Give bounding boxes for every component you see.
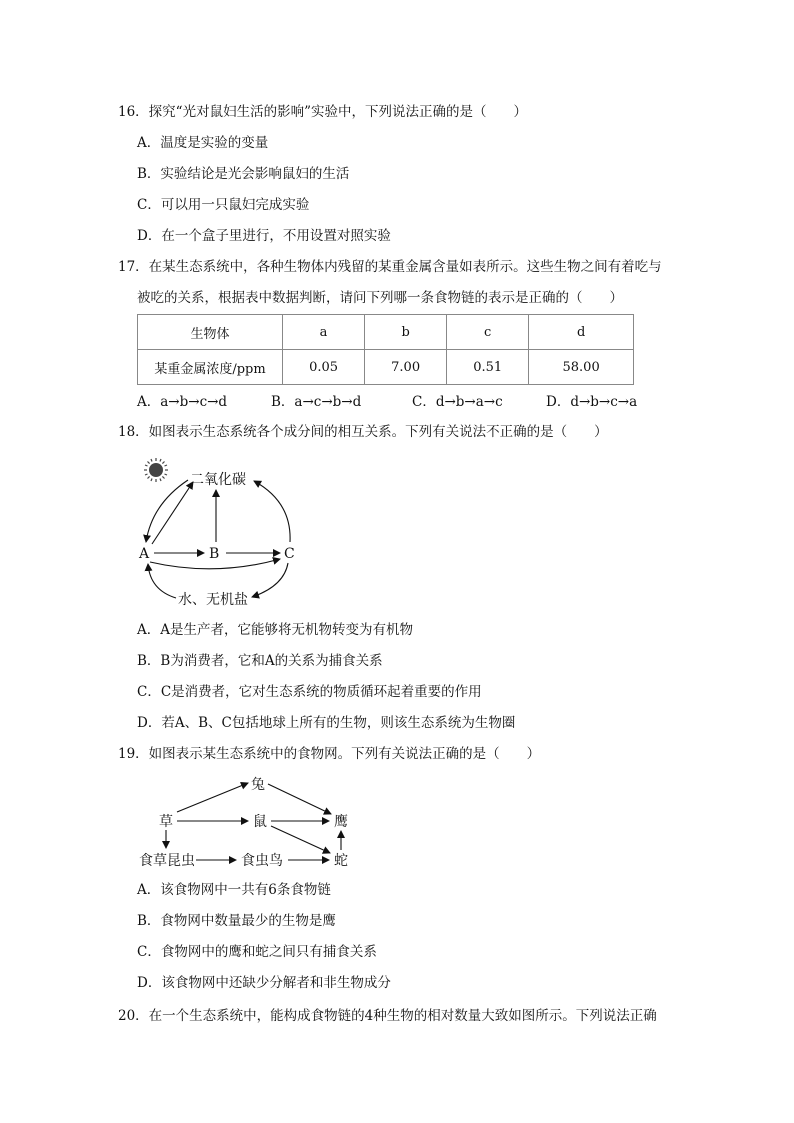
q19-option-a[interactable]: A．该食物网中一共有6条食物链 xyxy=(137,882,331,898)
table-header-row xyxy=(138,315,634,350)
arrow-c-to-water xyxy=(252,563,288,597)
q17-option-d[interactable]: D．d→b→c→a xyxy=(546,394,638,410)
web-label-bird: 食虫鸟 xyxy=(241,853,283,869)
q16-option-b[interactable]: B．实验结论是光会影响鼠妇的生活 xyxy=(137,166,350,182)
table-row xyxy=(138,350,634,385)
arrow-grass-to-rabbit xyxy=(177,783,248,812)
food-web-diagram xyxy=(130,770,370,875)
diagram-label-b: B xyxy=(209,546,220,562)
diagram-label-co2: 二氧化碳 xyxy=(190,472,246,488)
table-cell: 0.05 xyxy=(283,350,365,385)
arrow-water-to-a xyxy=(148,564,176,598)
arrow-c-to-co2 xyxy=(254,481,290,542)
q17-stem-line2: 被吃的关系，根据表中数据判断，请问下列哪一条食物链的表示是正确的（ ） xyxy=(137,290,623,306)
q17-stem-line1: 17．在某生态系统中，各种生物体内残留的某重金属含量如表所示。这些生物之间有着吃与 xyxy=(118,259,662,275)
q16-option-a[interactable]: A．温度是实验的变量 xyxy=(137,135,269,151)
table-cell: 7.00 xyxy=(365,350,447,385)
table-header-cell: a xyxy=(283,315,365,350)
q16-option-d[interactable]: D．在一个盒子里进行，不用设置对照实验 xyxy=(137,228,391,244)
table-header-cell: d xyxy=(529,315,634,350)
q19-option-c[interactable]: C．食物网中的鹰和蛇之间只有捕食关系 xyxy=(137,944,377,960)
web-label-eagle: 鹰 xyxy=(334,814,348,830)
q17-option-c[interactable]: C．d→b→a→c xyxy=(412,394,503,410)
table-header-cell: 生物体 xyxy=(138,315,283,350)
web-label-insect: 食草昆虫 xyxy=(139,853,195,869)
web-label-grass: 草 xyxy=(159,814,173,830)
table-cell: 某重金属浓度/ppm xyxy=(138,350,283,385)
q20-stem: 20．在一个生态系统中，能构成食物链的4种生物的相对数量大致如图所示。下列说法正确 xyxy=(118,1008,657,1024)
sun-icon xyxy=(144,458,168,482)
diagram-label-c: C xyxy=(284,546,295,562)
q19-stem: 19．如图表示某生态系统中的食物网。下列有关说法正确的是（ ） xyxy=(118,746,541,762)
heavy-metal-table xyxy=(137,314,634,385)
diagram-label-water: 水、无机盐 xyxy=(178,592,248,608)
table-header-cell: c xyxy=(447,315,529,350)
table-cell: 0.51 xyxy=(447,350,529,385)
q19-option-d[interactable]: D．该食物网中还缺少分解者和非生物成分 xyxy=(137,975,391,991)
q18-option-a[interactable]: A．A是生产者，它能够将无机物转变为有机物 xyxy=(137,622,413,638)
arrow-mouse-to-snake xyxy=(271,826,330,853)
arrow-co2-to-a xyxy=(146,480,188,542)
q16-option-c[interactable]: C．可以用一只鼠妇完成实验 xyxy=(137,197,310,213)
q18-stem: 18．如图表示生态系统各个成分间的相互关系。下列有关说法不正确的是（ ） xyxy=(118,424,608,440)
arrow-a-to-co2 xyxy=(152,482,193,544)
web-label-snake: 蛇 xyxy=(334,853,348,869)
q17-option-a[interactable]: A．a→b→c→d xyxy=(137,394,228,410)
diagram-label-a: A xyxy=(139,546,150,562)
table-header-cell: b xyxy=(365,315,447,350)
q18-option-b[interactable]: B．B为消费者，它和A的关系为捕食关系 xyxy=(137,653,383,669)
web-label-mouse: 鼠 xyxy=(253,814,267,830)
q18-option-d[interactable]: D．若A、B、C包括地球上所有的生物，则该生态系统为生物圈 xyxy=(137,715,516,731)
q17-option-b[interactable]: B．a→c→b→d xyxy=(271,394,362,410)
ecosystem-diagram xyxy=(130,452,320,612)
q18-option-c[interactable]: C．C是消费者，它对生态系统的物质循环起着重要的作用 xyxy=(137,684,482,700)
q19-option-b[interactable]: B．食物网中数量最少的生物是鹰 xyxy=(137,913,336,929)
web-label-rabbit: 兔 xyxy=(251,777,265,793)
arrow-rabbit-to-eagle xyxy=(268,784,331,814)
q16-stem: 16．探究“光对鼠妇生活的影响”实验中，下列说法正确的是（ ） xyxy=(118,104,527,120)
table-cell: 58.00 xyxy=(529,350,634,385)
